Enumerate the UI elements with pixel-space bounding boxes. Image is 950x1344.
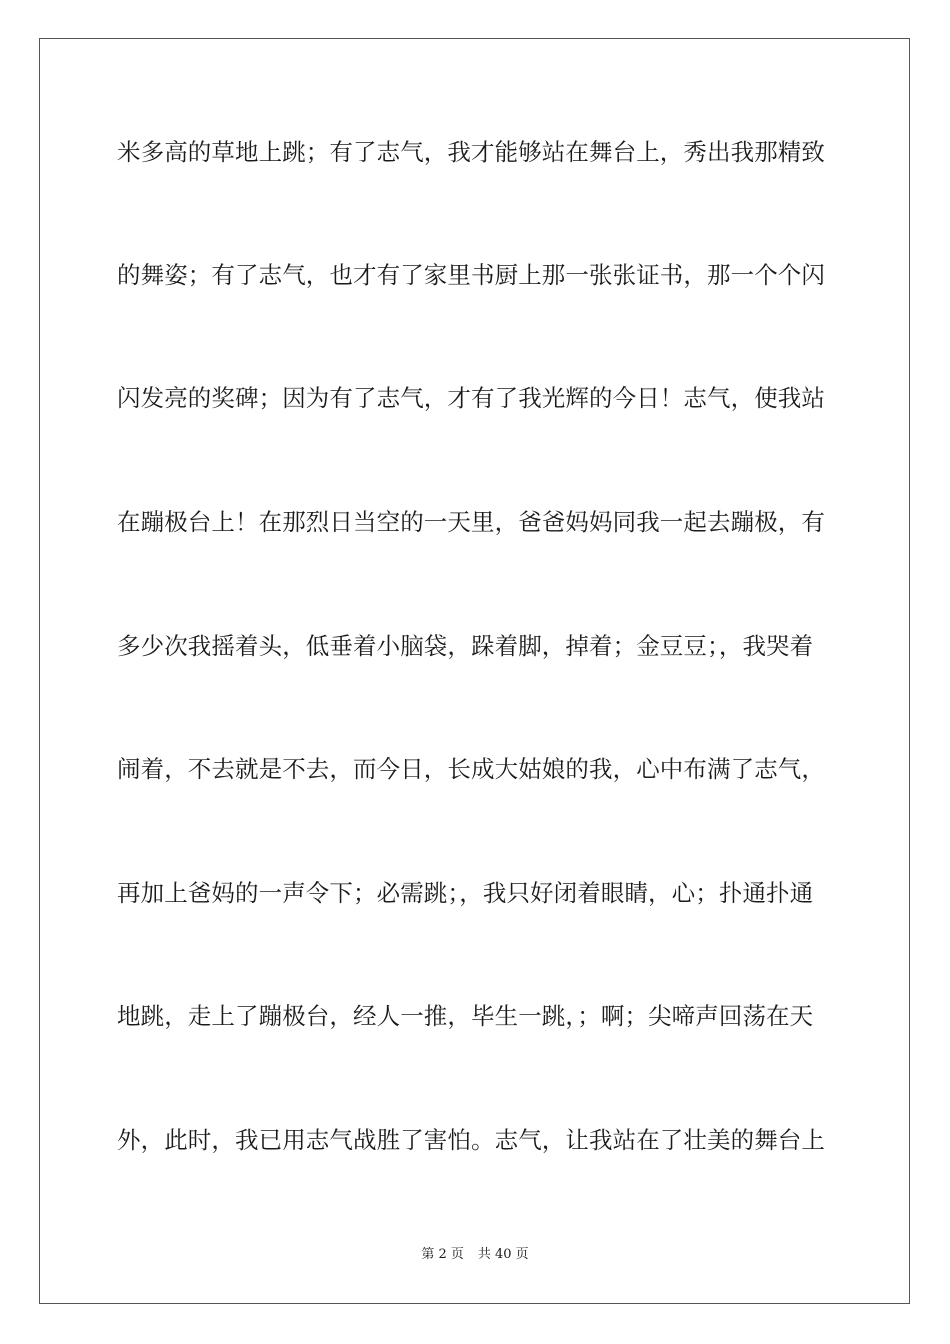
text-line-8: 地跳，走上了蹦极台，经人一推，毕生一跳，；啊；尖啼声回荡在天 <box>117 1002 814 1030</box>
text-line-3: 闪发亮的奖碑；因为有了志气，才有了我光辉的今日！志气，使我站 <box>117 384 825 412</box>
text-line-6: 闹着，不去就是不去，而今日，长成大姑娘的我，心中布满了志气， <box>117 755 825 783</box>
page-border <box>39 38 910 1304</box>
page-number: 第 2 页 <box>421 1247 464 1262</box>
text-line-5: 多少次我摇着头，低垂着小脑袋，跺着脚，掉着；金豆豆；，我哭着 <box>117 632 814 660</box>
text-line-9: 外，此时，我已用志气战胜了害怕。志气，让我站在了壮美的舞台上 <box>117 1126 825 1154</box>
total-pages: 共 40 页 <box>477 1247 529 1262</box>
page-footer <box>0 1245 950 1265</box>
text-line-2: 的舞姿；有了志气，也才有了家里书厨上那一张张证书，那一个个闪 <box>117 261 825 289</box>
text-line-1: 米多高的草地上跳；有了志气，我才能够站在舞台上，秀出我那精致 <box>117 138 825 166</box>
text-line-4: 在蹦极台上！在那烈日当空的一天里，爸爸妈妈同我一起去蹦极，有 <box>117 508 825 536</box>
text-line-7: 再加上爸妈的一声令下；必需跳；，我只好闭着眼睛，心；扑通扑通 <box>117 879 814 907</box>
